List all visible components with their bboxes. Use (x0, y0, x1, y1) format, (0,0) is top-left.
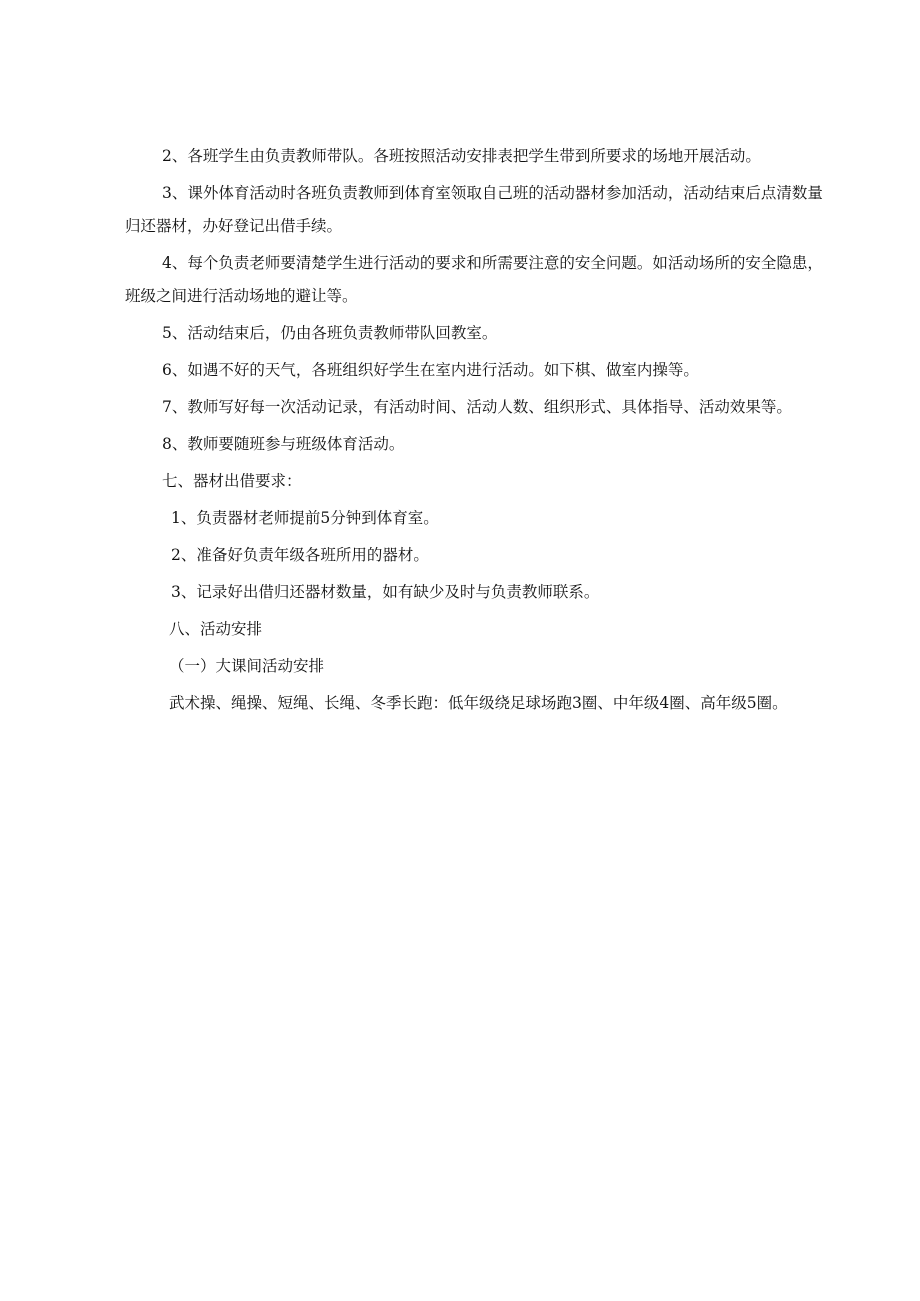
break-activity-description: 武术操、绳操、短绳、长绳、冬季长跑：低年级绕足球场跑3圈、中年级4圈、高年级5圈。 (169, 694, 788, 712)
paragraph-item-2: 2、各班学生由负责教师带队。各班按照活动安排表把学生带到所要求的场地开展活动。 (162, 147, 761, 165)
section-heading-schedule: 八、活动安排 (169, 620, 263, 638)
paragraph-item-6: 6、如遇不好的天气，各班组织好学生在室内进行活动。如下棋、做室内操等。 (162, 361, 699, 379)
equipment-item-3: 3、记录好出借归还器材数量，如有缺少及时与负责教师联系。 (171, 583, 600, 601)
document-body (125, 140, 830, 720)
equipment-item-1: 1、负责器材老师提前5分钟到体育室。 (171, 509, 439, 527)
paragraph-item-5: 5、活动结束后，仍由各班负责教师带队回教室。 (162, 324, 498, 342)
paragraph-item-4: 4、每个负责老师要清楚学生进行活动的要求和所需要注意的安全问题。如活动场所的安全隐患，班级之间进行活动场地的避让等。 (125, 254, 823, 305)
equipment-item-2: 2、准备好负责年级各班所用的器材。 (171, 546, 429, 564)
paragraph-item-3: 3、课外体育活动时各班负责教师到体育室领取自己班的活动器材参加活动，活动结束后点清数量归还器材，办好登记出借手续。 (125, 184, 823, 235)
paragraph-item-8: 8、教师要随班参与班级体育活动。 (162, 435, 405, 453)
subsection-heading-break-activity: （一）大课间活动安排 (169, 657, 325, 675)
section-heading-equipment: 七、器材出借要求： (162, 472, 302, 490)
paragraph-item-7: 7、教师写好每一次活动记录，有活动时间、活动人数、组织形式、具体指导、活动效果等。 (162, 398, 792, 416)
